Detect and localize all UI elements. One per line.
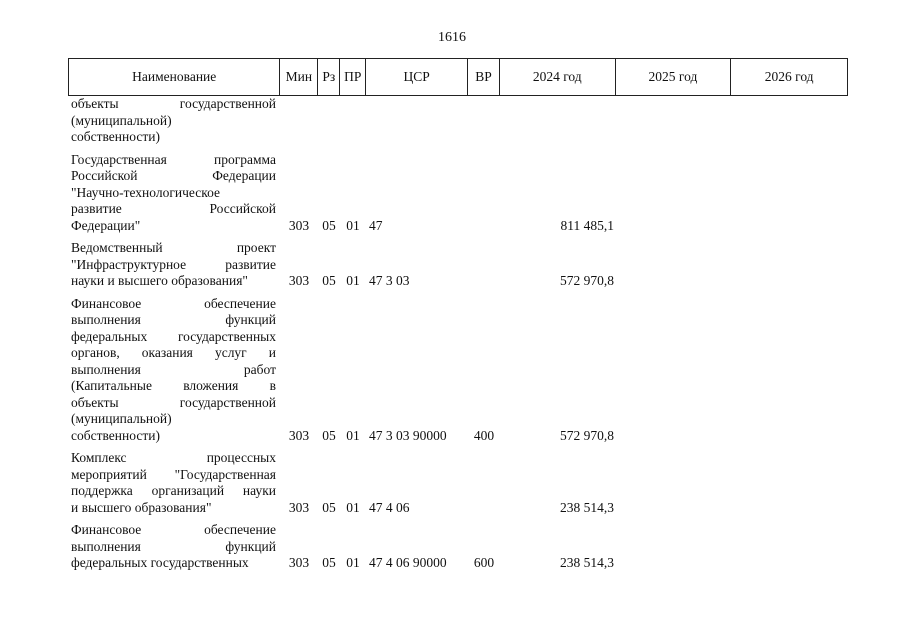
cell-min: 303: [288, 499, 310, 515]
row-name-line: поддержка организаций науки: [71, 483, 276, 498]
row-name-line: (Капитальные вложения в: [71, 378, 276, 393]
cell-vr: 400: [473, 427, 495, 443]
cell-min: 303: [288, 555, 310, 570]
row-name-line: объекты государственной: [71, 96, 276, 111]
row-name-line: собственности): [71, 129, 160, 144]
row-name-line: Государственная программа: [71, 151, 276, 167]
row-name-line: Российской Федерации: [71, 168, 276, 183]
cell-pr: 01: [346, 499, 360, 515]
row-name-line: науки и высшего образования": [71, 273, 248, 288]
cell-rz: 05: [322, 555, 336, 570]
table-row: [68, 152, 848, 235]
cell-min: 303: [288, 217, 310, 233]
header-name: Наименование: [69, 59, 280, 95]
cell-csr: 47 4 06 90000: [369, 555, 447, 570]
table-body: [68, 96, 848, 578]
table-row: [68, 296, 848, 445]
cell-csr: 47 4 06: [369, 499, 410, 515]
header-2024: 2024 год: [500, 59, 616, 95]
row-name: [68, 296, 280, 445]
header-csr: ЦСР: [366, 59, 468, 95]
row-name-line: Финансовое обеспечение: [71, 522, 276, 537]
header-2025: 2025 год: [616, 59, 732, 95]
row-name: [68, 522, 280, 572]
cell-rz: 05: [322, 273, 336, 288]
row-name-line: выполнения функций: [71, 538, 276, 554]
cell-y2024: 811 485,1: [560, 217, 614, 233]
row-name-line: Финансовое обеспечение: [71, 295, 276, 311]
cell-rz: 05: [322, 427, 336, 443]
row-name-line: Комплекс процессных: [71, 450, 276, 465]
row-name-line: "Научно-технологическое: [71, 184, 220, 200]
cell-y2024: 572 970,8: [560, 427, 614, 443]
cell-rz: 05: [322, 217, 336, 233]
table-header: [68, 58, 848, 96]
header-vr: ВР: [468, 59, 500, 95]
cell-pr: 01: [346, 427, 360, 443]
header-pr: ПР: [340, 59, 366, 95]
cell-vr: 600: [473, 555, 495, 570]
table-row: [68, 96, 848, 146]
cell-csr: 47 3 03: [369, 273, 410, 288]
row-name-line: выполнения работ: [71, 361, 276, 377]
row-name-line: (муниципальной): [71, 112, 172, 128]
row-name-line: федеральных государственных: [71, 328, 276, 344]
table-row: [68, 240, 848, 290]
row-name: [68, 240, 280, 290]
row-name-line: мероприятий "Государственная: [71, 466, 276, 482]
row-name-line: (муниципальной): [71, 411, 172, 426]
header-min: Мин: [280, 59, 318, 95]
cell-y2024: 572 970,8: [560, 273, 614, 288]
row-name-line: выполнения функций: [71, 312, 276, 327]
page-number: 1616: [438, 30, 466, 45]
cell-pr: 01: [346, 555, 360, 570]
cell-min: 303: [288, 427, 310, 443]
header-2026: 2026 год: [764, 69, 814, 84]
row-name-line: собственности): [71, 427, 160, 443]
cell-min: 303: [288, 273, 310, 288]
table-row: [68, 522, 848, 572]
row-name-line: объекты государственной: [71, 394, 276, 410]
cell-y2024: 238 514,3: [560, 555, 614, 570]
cell-csr: 47: [369, 217, 383, 233]
cell-rz: 05: [322, 499, 336, 515]
row-name: [68, 450, 280, 516]
row-name-line: развитие Российской: [71, 201, 276, 216]
row-name-line: Ведомственный проект: [71, 240, 276, 255]
row-name: [68, 152, 280, 235]
row-name-line: федеральных государственных: [71, 555, 249, 570]
cell-pr: 01: [346, 273, 360, 288]
header-rz: Рз: [318, 59, 340, 95]
cell-y2024: 238 514,3: [560, 499, 614, 515]
cell-csr: 47 3 03 90000: [369, 427, 447, 443]
row-name-line: и высшего образования": [71, 499, 212, 515]
row-name-line: "Инфраструктурное развитие: [71, 256, 276, 272]
cell-pr: 01: [346, 217, 360, 233]
row-name-line: Федерации": [71, 217, 141, 233]
row-name-line: органов, оказания услуг и: [71, 345, 276, 360]
table-row: [68, 450, 848, 516]
row-name: [68, 96, 280, 146]
